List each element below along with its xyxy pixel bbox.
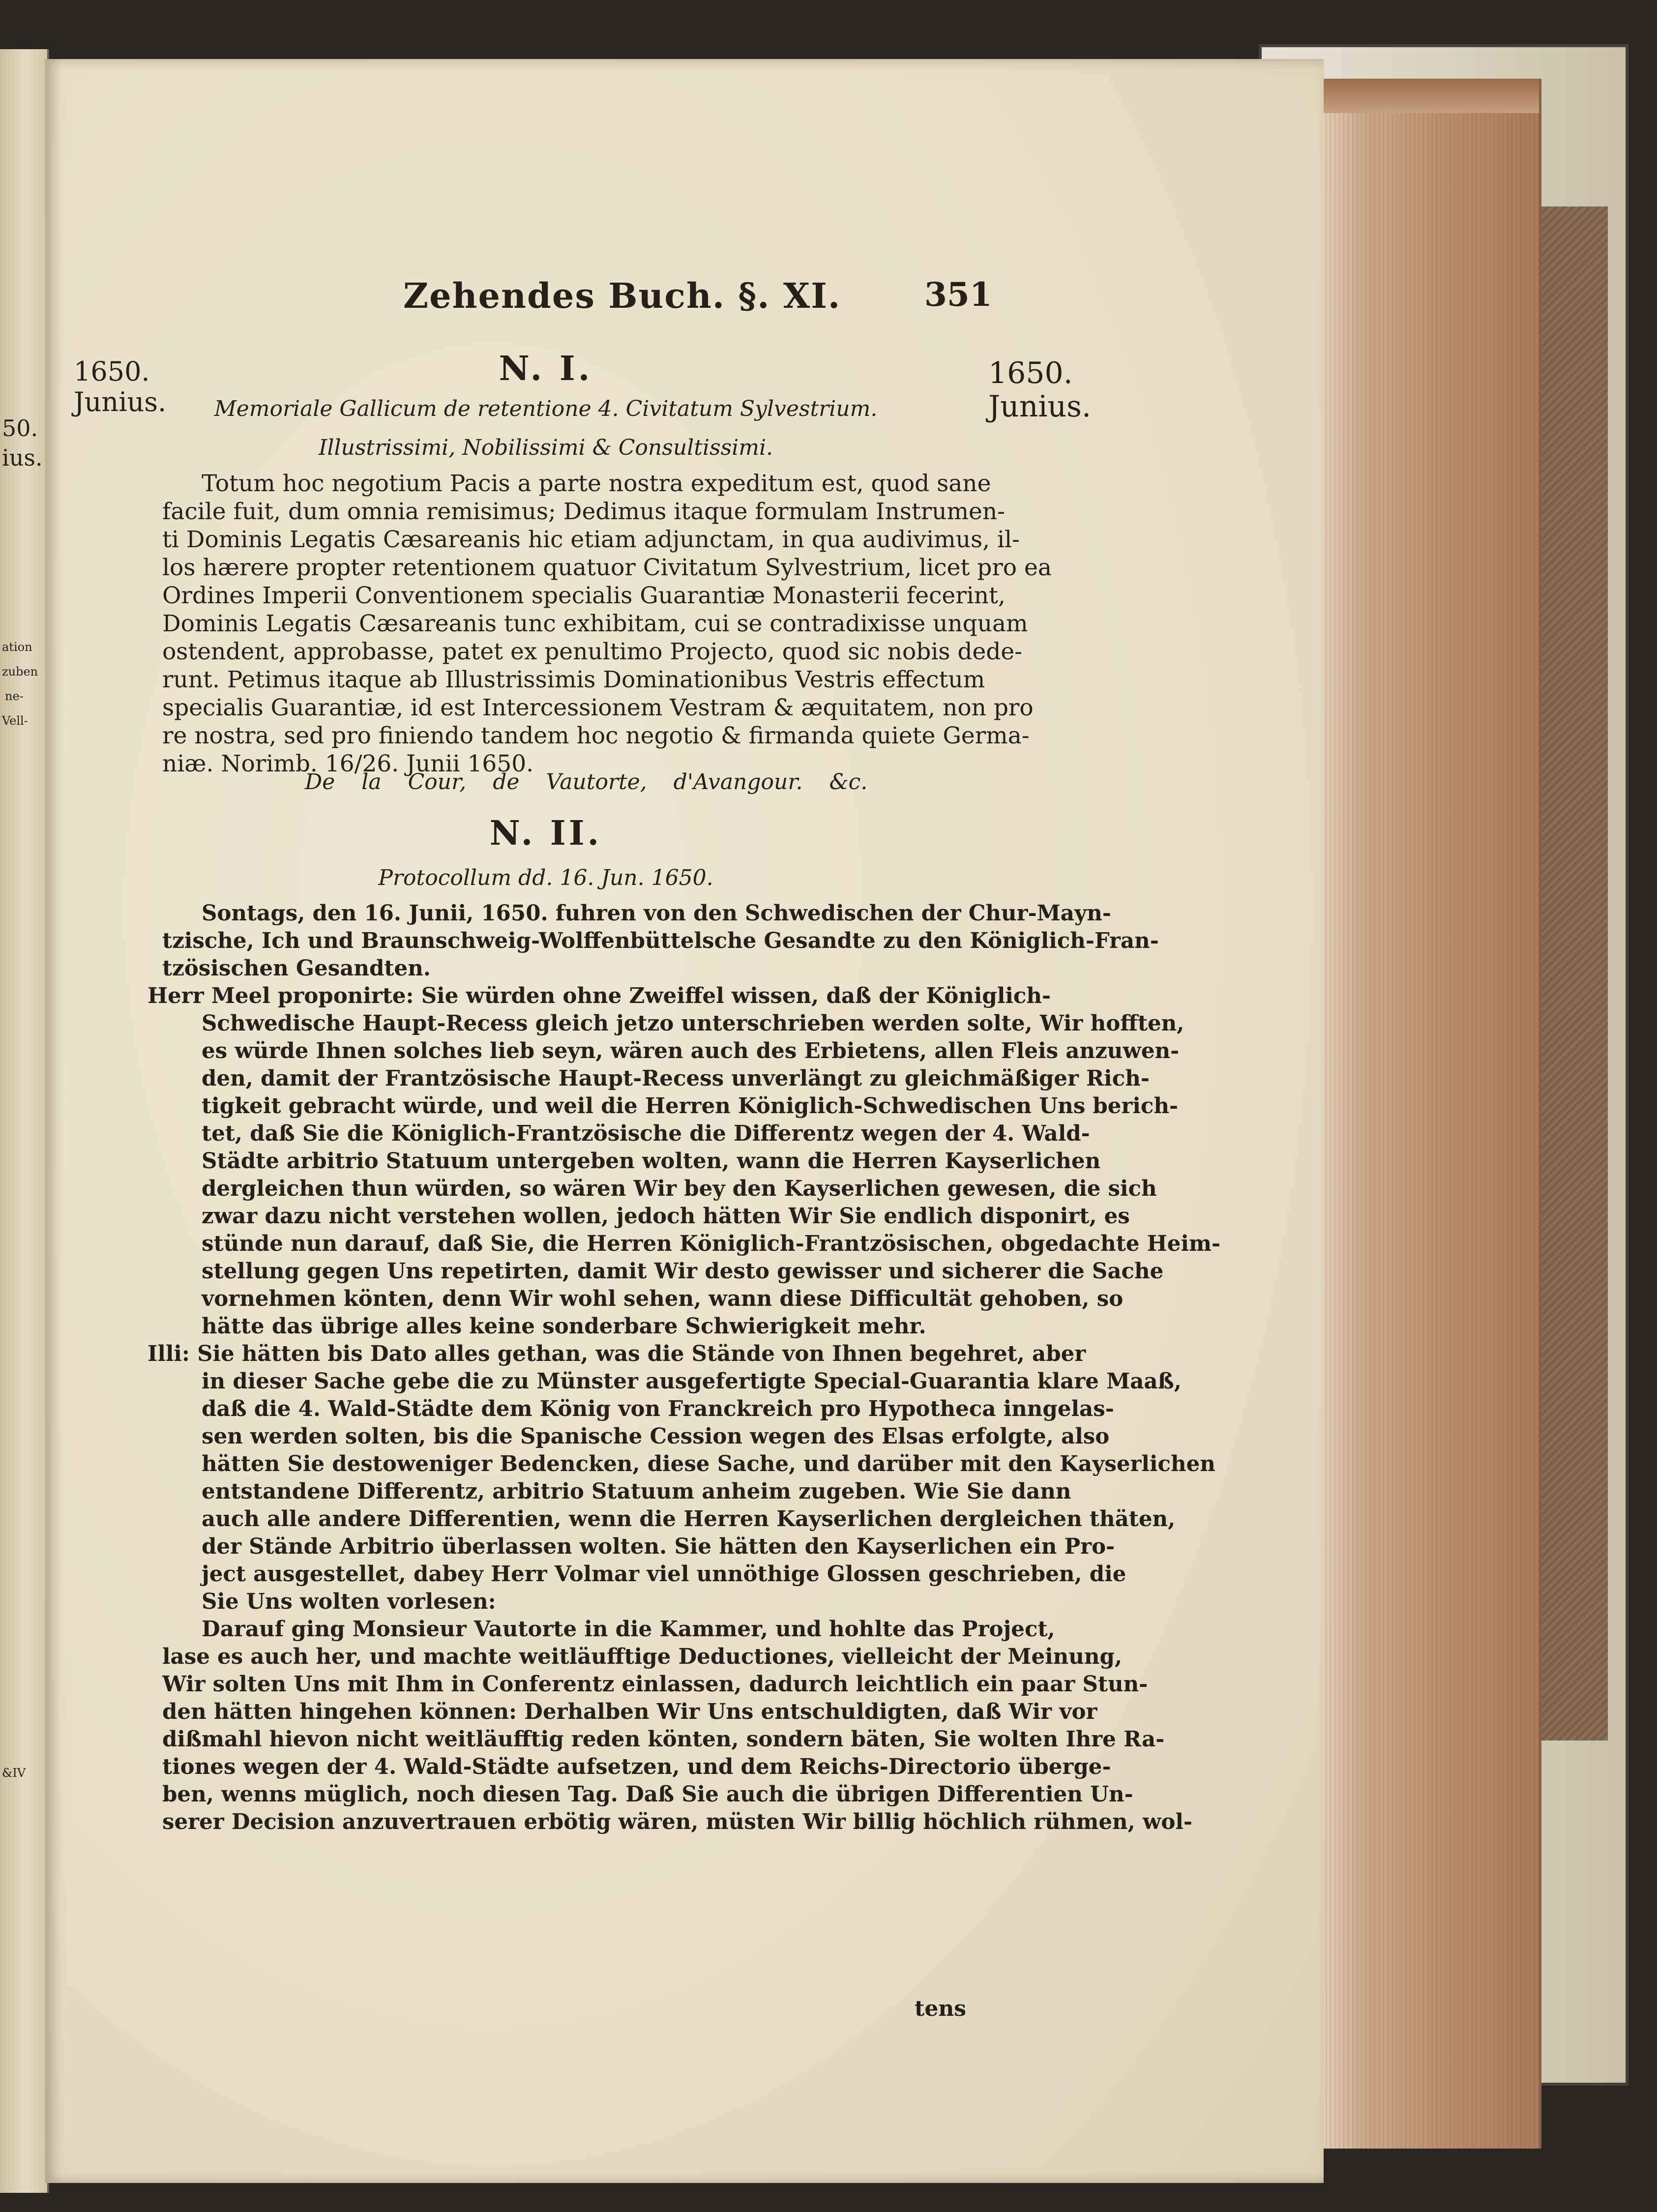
text-line: re nostra, sed pro finiendo tandem hoc negotio & firmanda quiete Germa- (162, 722, 1030, 749)
left-page-fragment: ation (2, 640, 32, 654)
text-line: Totum hoc negotium Pacis a parte nostra expeditum est, quod sane (202, 470, 991, 497)
text-line: runt. Petimus itaque ab Illustrissimis Dominationibus Vestris effectum (162, 666, 985, 693)
text-line: Sontags, den 16. Junii, 1650. fuhren von den Schwedischen der Chur-Mayn- (202, 901, 1111, 926)
text-line: lase es auch her, und machte weitläufftige Deductiones, vielleicht der Meinung, (162, 1644, 1123, 1669)
text-line: ostendent, approbasse, patet ex penultimo Projecto, quod sic nobis dede- (162, 638, 1023, 665)
text-line: tzösischen Gesandten. (162, 956, 431, 981)
text-line: Schwedische Haupt-Recess gleich jetzo unterschrieben werden solte, Wir hofften, (202, 1011, 1184, 1036)
text-line: serer Decision anzuvertrauen erbötig wären, müsten Wir billig höchlich rühmen, wol- (162, 1809, 1192, 1834)
text-line: in dieser Sache gebe die zu Münster ausgefertigte Special-Guarantia klare Maaß, (202, 1369, 1182, 1394)
left-page-fragment: 50. (2, 415, 38, 442)
text-line: auch alle andere Differentien, wenn die Herren Kayserlichen dergleichen thäten, (202, 1506, 1176, 1532)
text-line: ti Dominis Legatis Cæsareanis hic etiam adjunctam, in qua audivimus, il- (162, 526, 1020, 553)
text-line: dißmahl hievon nicht weitläufftig reden könten, sondern bäten, Sie wolten Ihre Ra- (162, 1727, 1165, 1752)
text-line: stellung gegen Uns repetirten, damit Wir desto gewisser und sicherer die Sache (202, 1259, 1164, 1284)
text-line: vornehmen könten, denn Wir wohl sehen, wann diese Difficultät gehoben, so (202, 1286, 1124, 1311)
left-page-fragment: ne- (5, 689, 24, 703)
text-line: Sie Uns wolten vorlesen: (202, 1589, 496, 1614)
section-number: N. I. (499, 349, 593, 388)
text-line: Darauf ging Monsieur Vautorte in die Kammer, und hohlte das Project, (202, 1617, 1055, 1642)
text-line: daß die 4. Wald-Städte dem König von Franckreich pro Hypotheca inngelas- (202, 1396, 1114, 1421)
margin-month: Junius. (988, 389, 1092, 424)
text-line: entstandene Differentz, arbitrio Statuum anheim zugeben. Wie Sie dann (202, 1479, 1071, 1504)
text-line: der Stände Arbitrio überlassen wolten. Sie hätten den Kayserlichen ein Pro- (202, 1534, 1115, 1559)
text-line: specialis Guarantiæ, id est Intercessionem Vestram & æquitatem, non pro (162, 694, 1034, 721)
text-line: niæ. Norimb. 16/26. Junii 1650. (162, 750, 534, 777)
section-number: N. II. (489, 814, 602, 853)
text-line: tiones wegen der 4. Wald-Städte aufsetzen, und dem Reichs-Directorio überge- (162, 1754, 1111, 1779)
text-line: hätte das übrige alles keine sonderbare Schwierigkeit mehr. (202, 1314, 926, 1339)
section-subtitle: Protocollum dd. 16. Jun. 1650. (378, 865, 713, 890)
running-header-title: Zehendes Buch. §. XI. (403, 275, 841, 316)
text-line: tzische, Ich und Braunschweig-Wolffenbüttelsche Gesandte zu den Königlich-Fran- (162, 928, 1159, 953)
cover-marbled-paper (1534, 206, 1608, 1740)
text-line: Dominis Legatis Cæsareanis tunc exhibitam, cui se contradixisse unquam (162, 610, 1028, 637)
text-line: dergleichen thun würden, so wären Wir bey den Kayserlichen gewesen, die sich (202, 1176, 1157, 1201)
text-line: Illi: Sie hätten bis Dato alles gethan, was die Stände von Ihnen begehret, aber (148, 1341, 1086, 1366)
text-line: ben, wenns müglich, noch diesen Tag. Daß Sie auch die übrigen Differentien Un- (162, 1782, 1133, 1807)
section-salutation: Illustrissimi, Nobilissimi & Consultissimi. (318, 435, 773, 460)
text-line: den, damit der Frantzösische Haupt-Recess unverlängt zu gleichmäßiger Rich- (202, 1066, 1150, 1091)
catchword: tens (915, 1996, 967, 2021)
text-line: Herr Meel proponirte: Sie würden ohne Zweiffel wissen, daß der Königlich- (148, 983, 1051, 1008)
latin-memorial-text (162, 470, 1052, 778)
text-line: facile fuit, dum omnia remisimus; Dedimus itaque formulam Instrumen- (162, 498, 1006, 525)
section-subtitle: Memoriale Gallicum de retentione 4. Civitatum Sylvestrium. (214, 396, 878, 421)
left-page-fragment: Vell- (2, 714, 28, 728)
facing-left-page (0, 49, 49, 2193)
text-line: hätten Sie destoweniger Bedencken, diese Sache, und darüber mit den Kayserlichen (202, 1451, 1215, 1476)
text-line: los hærere propter retentionem quatuor Civitatum Sylvestrium, licet pro ea (162, 554, 1052, 581)
margin-year: 1650. (988, 356, 1073, 390)
text-line: den hätten hingehen können: Derhalben Wir Uns entschuldigten, daß Wir vor (162, 1699, 1097, 1724)
left-page-fragment: &IV (2, 1766, 26, 1780)
left-page-fragment: zuben (2, 665, 38, 678)
text-line: Wir solten Uns mit Ihm in Conferentz einlassen, dadurch leichtlich ein paar Stun- (162, 1672, 1148, 1697)
margin-year: 1650. (74, 356, 150, 387)
left-page-fragment: ius. (2, 444, 43, 471)
margin-month: Junius. (74, 386, 167, 417)
text-line: ject ausgestellet, dabey Herr Volmar viel unnöthige Glossen geschrieben, die (202, 1562, 1126, 1587)
text-line: zwar dazu nicht verstehen wollen, jedoch hätten Wir Sie endlich disponirt, es (202, 1204, 1130, 1229)
text-line: tet, daß Sie die Königlich-Frantzösische die Differentz wegen der 4. Wald- (202, 1121, 1090, 1146)
text-line: sen werden solten, bis die Spanische Cession wegen des Elsas erfolgte, also (202, 1424, 1110, 1449)
page-number: 351 (924, 275, 992, 314)
text-line: es würde Ihnen solches lieb seyn, wären auch des Erbietens, allen Fleis anzuwen- (202, 1038, 1180, 1063)
protocol-text (148, 900, 1221, 1836)
text-line: Städte arbitrio Statuum untergeben wolten, wann die Herren Kayserlichen (202, 1149, 1101, 1174)
page-edges (1308, 79, 1541, 2149)
text-line: tigkeit gebracht würde, und weil die Herren Königlich-Schwedischen Uns berich- (202, 1093, 1179, 1119)
text-line: Ordines Imperii Conventionem specialis Guarantiæ Monasterii fecerint, (162, 582, 1006, 609)
text-line: stünde nun darauf, daß Sie, die Herren Königlich-Frantzösischen, obgedachte Heim- (202, 1231, 1221, 1256)
page-edges-top (1308, 79, 1539, 113)
signatories: De la Cour, de Vautorte, d'Avangour. &c. (305, 769, 868, 795)
